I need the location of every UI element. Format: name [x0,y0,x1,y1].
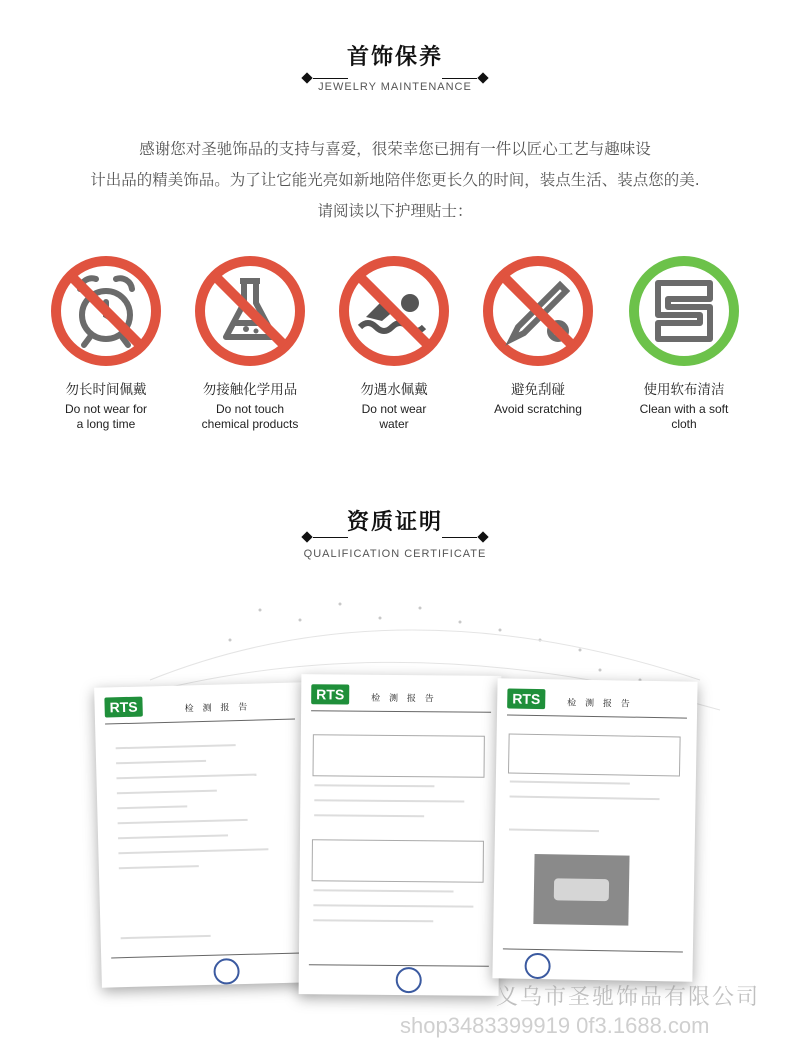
text-line [314,889,454,892]
care-tip-en-line-1: Do not touch [215,402,285,416]
care-tip-label-en [180,402,320,432]
care-tip-en-line-2: chemical products [201,417,299,431]
text-line [116,774,256,780]
care-tip-label-cn: 使用软布清洁 [643,382,725,398]
care-tip-en-line-2: a long time [76,417,136,431]
care-tip-label-cn: 勿接触化学用品 [202,382,298,398]
care-tip-en-line-1: Clean with a soft [639,402,729,416]
text-line [510,796,660,801]
text-line [117,805,187,809]
care-tip-soft-cloth [614,255,754,432]
text-line [118,848,268,854]
decor-line-left [313,537,348,538]
result-table [312,839,484,882]
care-tips-row [0,255,790,435]
care-tip-label-cn: 避免刮碰 [511,382,565,398]
decor-line-right [442,537,477,538]
result-table [508,733,681,776]
maintenance-subtitle: JEWELRY MAINTENANCE [318,81,472,93]
text-line [116,744,236,749]
text-line [314,814,424,817]
care-tip-water [324,255,464,432]
text-line [118,834,228,839]
text-line [117,790,217,795]
divider [507,714,687,718]
text-line [313,904,473,907]
care-tip-label-cn: 勿长时间佩戴 [65,382,147,398]
cloth-icon [628,255,740,367]
care-tip-en-line-1: Do not wear [361,402,427,416]
rts-logo: RTS [311,684,349,704]
alarm-clock-icon [50,255,162,367]
care-tip-en-line-1: Avoid scratching [494,402,582,416]
care-tip-label-en [468,402,608,417]
care-tip-label-cn: 勿遇水佩戴 [360,382,428,398]
text-line [510,781,630,785]
care-tip-en-line-2: water [379,417,409,431]
document-heading: 检 测 报 告 [371,693,437,705]
certificate-document-3 [492,678,697,981]
text-line [121,935,211,939]
sample-photo [533,854,629,926]
maintenance-intro [0,134,790,227]
certificate-subtitle: QUALIFICATION CERTIFICATE [303,548,487,560]
text-line [313,919,433,922]
flask-icon [194,255,306,367]
care-tip-scratching [468,255,608,417]
care-tip-wear-time [36,255,176,432]
document-heading: 检 测 报 告 [184,702,251,715]
maintenance-title: 首饰保养 [346,45,443,70]
swimmer-icon [338,255,450,367]
care-tip-en-line-1: Do not wear for [64,402,148,416]
seal-icon [522,951,553,982]
tools-icon [482,255,594,367]
maintenance-header [0,40,790,93]
divider [111,952,301,958]
company-watermark: 义乌市圣驰饰品有限公司 [496,985,761,1010]
document-heading: 检 测 报 告 [567,698,633,710]
divider [311,710,491,713]
certificate-header [0,505,790,560]
intro-line-2: 计出品的精美饰品。为了让它能光亮如新地陪伴您更长久的时间，装点生活、装点您的美. [90,171,700,189]
decor-line-left [313,78,348,79]
rts-logo: RTS [507,688,545,709]
seal-icon [211,956,242,987]
text-line [314,784,434,787]
text-line [116,760,206,764]
care-tip-label-en [36,402,176,432]
result-table [313,734,485,777]
shop-url-watermark: shop3483399919 0f3.1688.com [400,1013,710,1038]
sample-jewelry [554,878,609,901]
care-tip-en-line-2: cloth [671,417,697,431]
care-tip-label-en [324,402,464,432]
certificate-document-2 [299,674,502,996]
certificate-document-1 [94,682,312,987]
certificate-title: 资质证明 [346,510,443,535]
text-line [119,865,199,869]
intro-line-3: 请阅读以下护理贴士： [317,202,473,220]
text-line [509,828,599,832]
text-line [118,819,248,824]
seal-icon [394,965,424,995]
rts-logo: RTS [104,697,143,718]
divider [105,719,295,725]
care-tip-chemicals [180,255,320,432]
text-line [314,799,464,802]
care-tip-label-en [614,402,754,432]
decor-line-right [442,78,477,79]
intro-line-1: 感谢您对圣驰饰品的支持与喜爱，很荣幸您已拥有一件以匠心工艺与趣味设 [139,140,651,158]
